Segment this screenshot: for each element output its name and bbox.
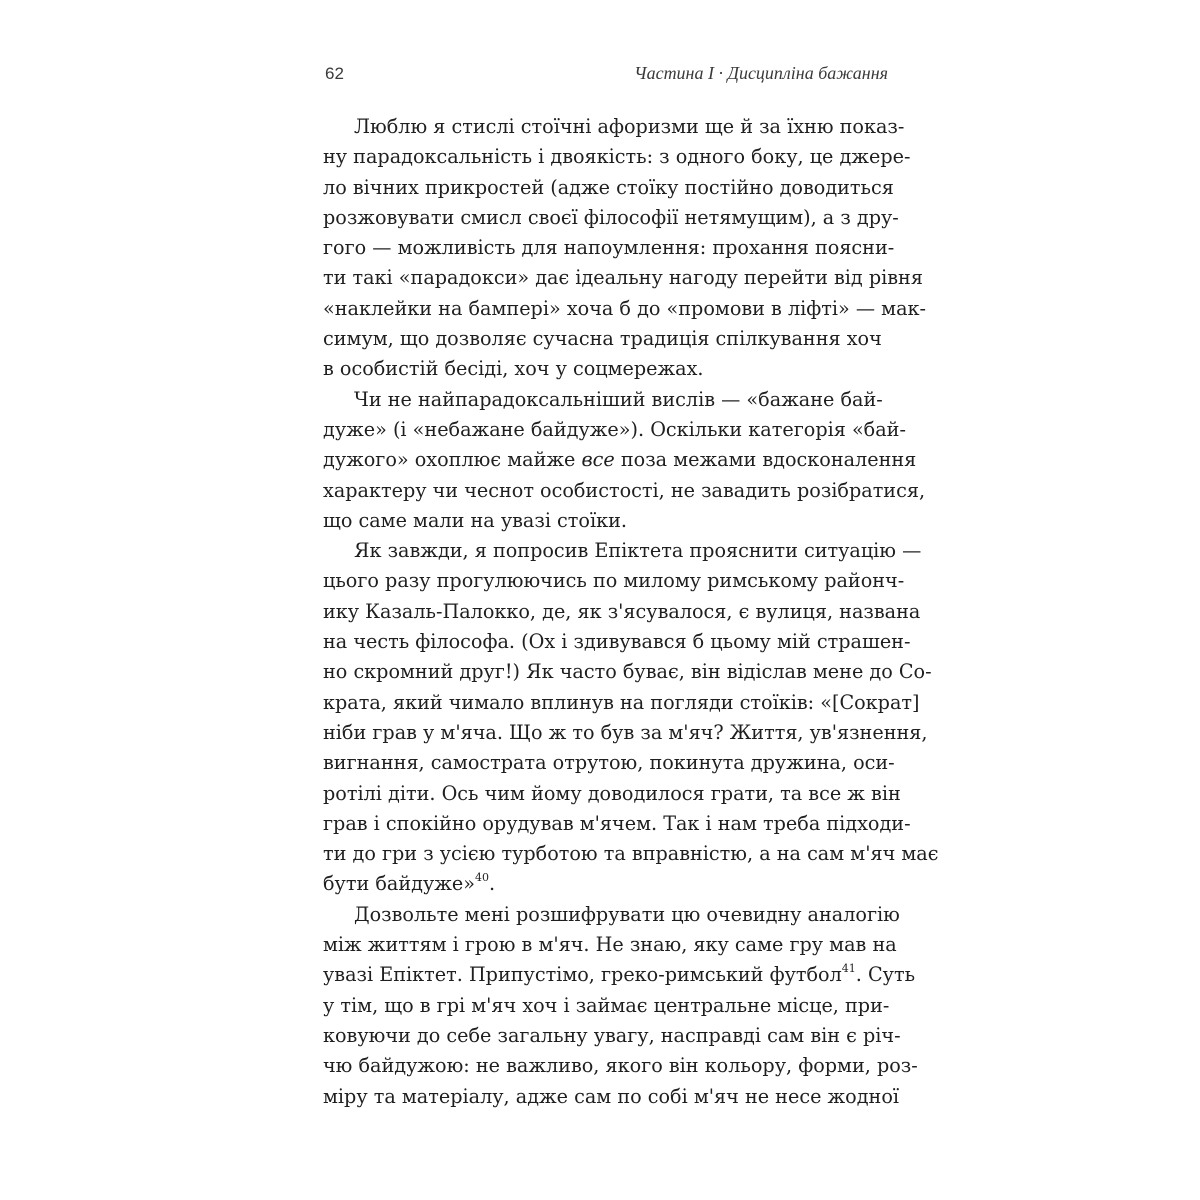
text-fragment: . — [488, 872, 496, 896]
text-line: ніби грав у м'яча. Що ж то був за м'яч? Життя, ув'язнення, — [323, 720, 928, 744]
emphasis: все — [581, 448, 615, 472]
text-line: між життям і грою в м'яч. Не знаю, яку саме гру мав на — [323, 933, 897, 957]
text-fragment: . Суть — [855, 963, 916, 987]
text-line: грав і спокійно орудував м'ячем. Так і нам треба підходи- — [323, 811, 911, 835]
text-line: на честь філософа. (Ох і здивувався б цьому мій страшен- — [323, 630, 911, 654]
text-line: гого — можливість для напоумлення: прохання поясни- — [323, 236, 895, 260]
text-line: характеру чи чеснот особистості, не завадить розібратися, — [323, 478, 926, 502]
text-line: ти такі «парадокси» дає ідеальну нагоду перейти від рівня — [323, 266, 923, 290]
text-line — [323, 869, 879, 899]
text-line: вигнання, самострата отрутою, покинута дружина, оси- — [323, 751, 895, 775]
text-fragment: бути байдуже» — [323, 872, 475, 896]
body-text — [323, 112, 939, 1112]
text-line: ну парадоксальність і двоякість: з одного боку, це джере- — [323, 145, 911, 169]
text-line: симум, що дозволяє сучасна традиція спілкування хоч — [323, 327, 882, 351]
text-line: ковуючи до себе загальну увагу, насправді сам він є річ- — [323, 1023, 901, 1047]
text-line: в особистій бесіді, хоч у соцмережах. — [323, 357, 704, 381]
text-line: но скромний друг!) Як часто буває, він відіслав мене до Со- — [323, 660, 932, 684]
text-line: цього разу прогулюючись по милому римському районч- — [323, 569, 905, 593]
text-line: Дозвольте мені розшифрувати цю очевидну аналогію — [354, 902, 900, 926]
text-line: Чи не найпарадоксальніший вислів — «бажане бай- — [354, 387, 883, 411]
text-line: дуже» (і «небажане байдуже»). Оскільки категорія «бай- — [323, 417, 906, 441]
text-line: Як завжди, я попросив Епіктета прояснити ситуацію — — [354, 539, 922, 563]
text-fragment: поза межами вдосконалення — [614, 448, 917, 472]
text-line: ику Казаль-Палокко, де, як з'ясувалося, є вулиця, названа — [323, 599, 921, 623]
text-line: «наклейки на бампері» хоча б до «промови в ліфті» — мак- — [323, 296, 927, 320]
footnote-ref: 40 — [474, 871, 489, 885]
text-line: що саме мали на увазі стоїки. — [323, 508, 627, 532]
text-line: крата, який чимало вплинув на погляди стоїків: «[Сократ] — [323, 690, 920, 714]
text-line: ротілі діти. Ось чим йому доводилося грати, та все ж він — [323, 781, 901, 805]
text-line: у тім, що в грі м'яч хоч і займає центральне місце, при- — [323, 993, 890, 1017]
running-head: Частина I · Дисципліна бажання — [634, 63, 888, 83]
text-fragment: увазі Епіктет. Припустімо, греко-римський футбол — [323, 963, 842, 987]
text-line: чю байдужою: не важливо, якого він кольору, форми, роз- — [323, 1054, 918, 1078]
text-line: ло вічних прикростей (адже стоїку постійно доводиться — [323, 175, 894, 199]
text-line — [323, 445, 917, 475]
footnote-ref: 41 — [841, 961, 856, 975]
text-line: розжовувати смисл своєї філософії нетямущим), а з дру- — [323, 205, 899, 229]
text-line — [323, 960, 916, 990]
page-number: 62 — [325, 64, 344, 83]
text-line: Люблю я стислі стоїчні афоризми ще й за їхню показ- — [354, 115, 905, 138]
text-line: міру та матеріалу, адже сам по собі м'яч не несе жодної — [323, 1084, 900, 1108]
text-fragment: дужого» охоплює майже — [323, 448, 582, 472]
text-line: ти до гри з усією турботою та вправністю, а на сам м'яч має — [323, 842, 939, 866]
